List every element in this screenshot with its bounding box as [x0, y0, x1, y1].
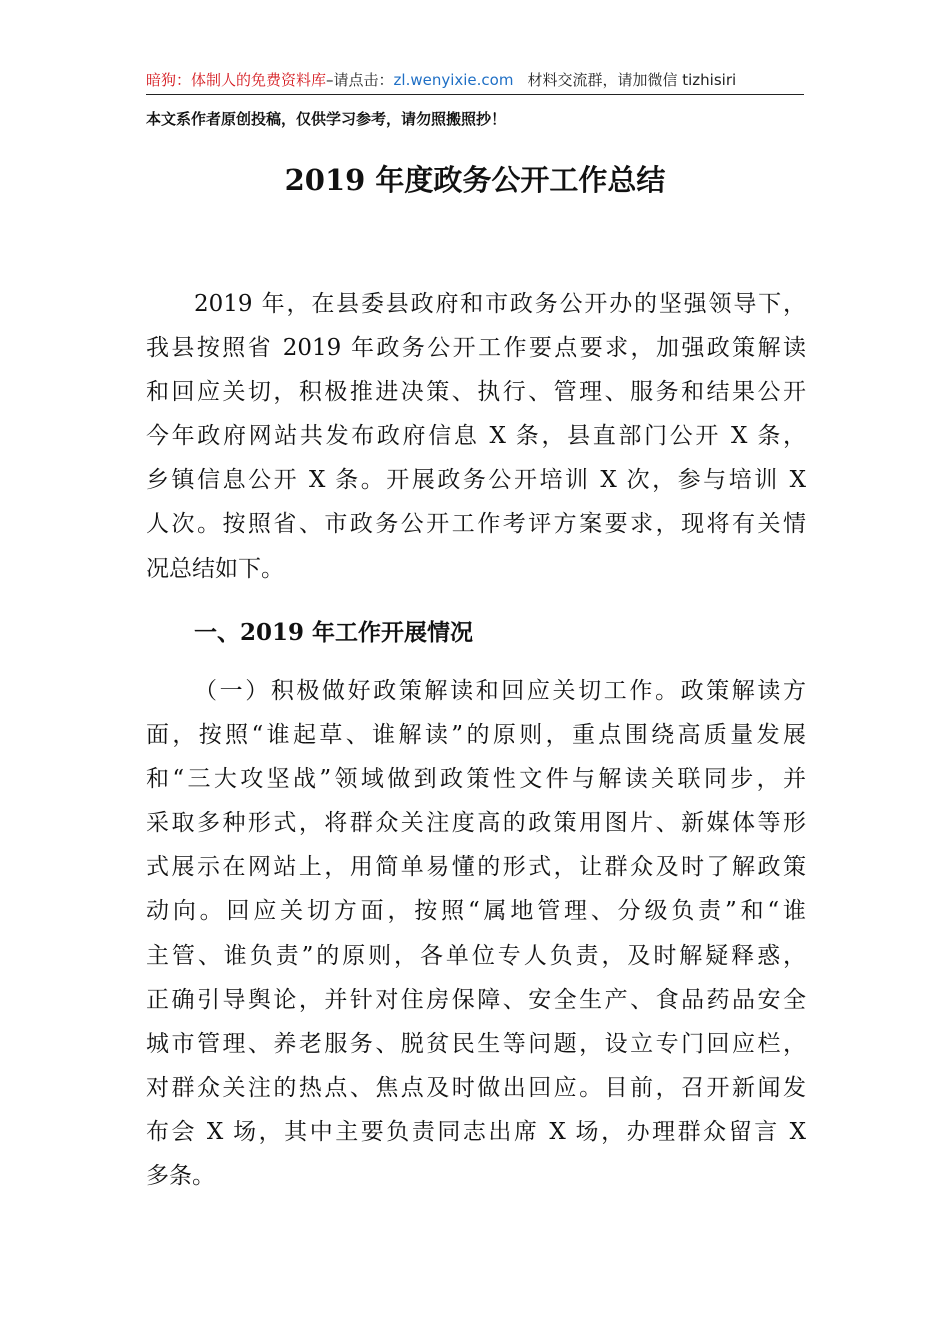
paragraph-line: 布会 X 场，其中主要负责同志出席 X 场，办理群众留言 X	[146, 1118, 806, 1145]
disclaimer-note: 本文系作者原创投稿，仅供学习参考，请勿照搬照抄！	[146, 110, 507, 128]
section-heading: 一、2019 年工作开展情况	[194, 619, 474, 646]
paragraph-line: 多条。	[146, 1163, 215, 1190]
site-url-link[interactable]: zl.wenyixie.com	[393, 71, 514, 89]
paragraph-line: 2019 年，在县委县政府和市政务公开办的坚强领导下，	[194, 291, 806, 317]
click-prefix-text: –请点击：	[326, 71, 394, 89]
paragraph-line: 和“三大攻坚战”领域做到政策性文件与解读关联同步，并	[146, 766, 806, 793]
paragraph-line: 我县按照省 2019 年政务公开工作要点要求，加强政策解读	[146, 335, 806, 362]
site-header-banner	[146, 66, 804, 95]
paragraph-line: 对群众关注的热点、焦点及时做出回应。目前，召开新闻发	[146, 1074, 806, 1101]
paragraph-line: 况总结如下。	[146, 555, 284, 582]
paragraph-line: 乡镇信息公开 X 条。开展政务公开培训 X 次，参与培训 X	[146, 467, 806, 494]
paragraph-line: 今年政府网站共发布政府信息 X 条，县直部门公开 X 条，	[146, 423, 806, 450]
paragraph-line: 城市管理、养老服务、脱贫民生等问题，设立专门回应栏，	[146, 1030, 806, 1057]
paragraph-line: 正确引导舆论，并针对住房保障、安全生产、食品药品安全	[146, 986, 806, 1013]
contact-text: 材料交流群，请加微信 tizhisiri	[527, 71, 737, 89]
paragraph-line: 主管、谁负责”的原则，各单位专人负责，及时解疑释惑，	[146, 942, 806, 969]
subsection-paragraph	[146, 669, 806, 1198]
paragraph-line: 和回应关切，积极推进决策、执行、管理、服务和结果公开	[146, 379, 806, 406]
paragraph-line: 面，按照“谁起草、谁解读”的原则，重点围绕高质量发展	[146, 722, 806, 749]
intro-paragraph	[146, 282, 806, 591]
paragraph-line: 采取多种形式，将群众关注度高的政策用图片、新媒体等形	[146, 810, 806, 837]
paragraph-line: 人次。按照省、市政务公开工作考评方案要求，现将有关情	[146, 511, 806, 538]
paragraph-line: 动向。回应关切方面，按照“属地管理、分级负责”和“谁	[146, 898, 806, 925]
document-title: 2019 年度政务公开工作总结	[284, 163, 666, 197]
paragraph-line: 式展示在网站上，用简单易懂的形式，让群众及时了解政策	[146, 854, 806, 881]
paragraph-line: （一）积极做好政策解读和回应关切工作。政策解读方	[194, 678, 806, 704]
brand-text: 暗狗：体制人的免费资料库	[146, 71, 327, 89]
